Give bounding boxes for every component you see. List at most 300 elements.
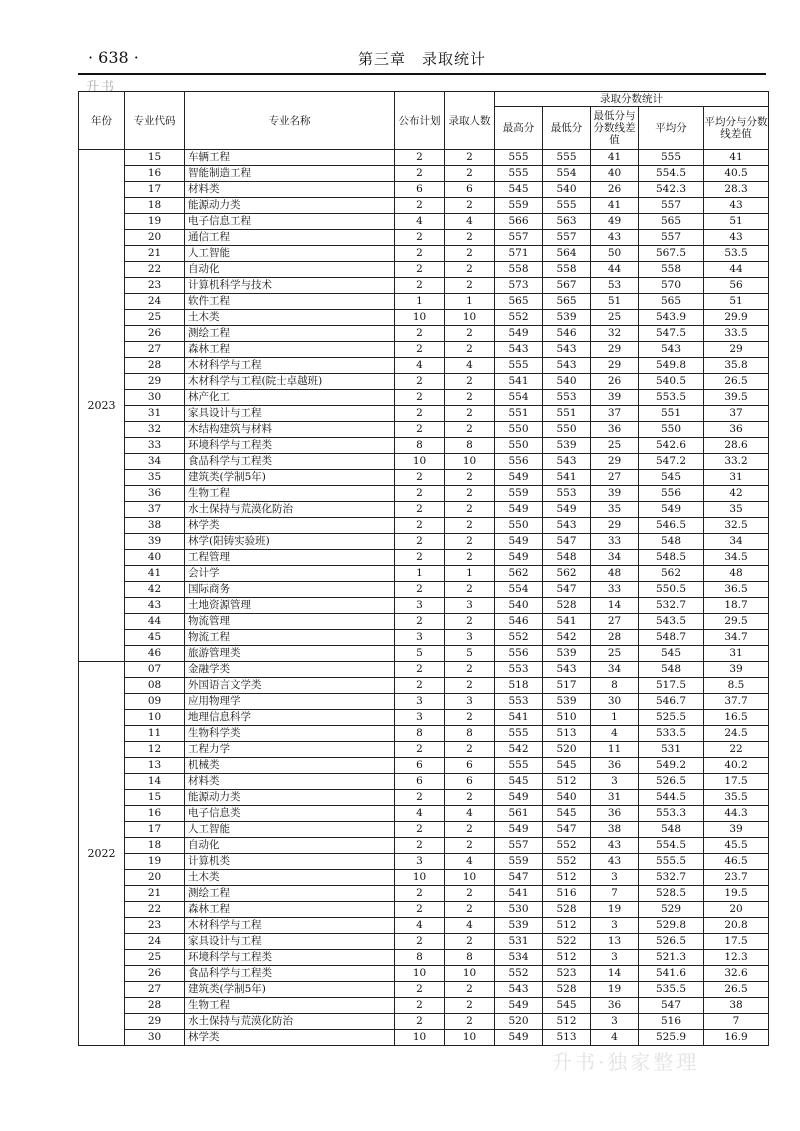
min-cell: 543: [543, 454, 591, 470]
plan-cell: 4: [395, 214, 445, 230]
max-cell: 571: [495, 246, 543, 262]
min-diff-cell: 3: [591, 870, 639, 886]
max-cell: 555: [495, 726, 543, 742]
min-cell: 520: [543, 742, 591, 758]
code-cell: 17: [125, 822, 185, 838]
plan-cell: 2: [395, 374, 445, 390]
avg-diff-cell: 44.3: [704, 806, 769, 822]
max-cell: 543: [495, 982, 543, 998]
min-cell: 510: [543, 710, 591, 726]
avg-diff-cell: 26.5: [704, 374, 769, 390]
min-cell: 562: [543, 566, 591, 582]
name-cell: 材料类: [185, 774, 395, 790]
table-row: [79, 406, 769, 422]
code-cell: 31: [125, 406, 185, 422]
admitted-cell: 2: [445, 838, 495, 854]
min-diff-cell: 4: [591, 726, 639, 742]
min-diff-cell: 40: [591, 166, 639, 182]
table-row: [79, 806, 769, 822]
name-cell: 旅游管理类: [185, 646, 395, 662]
name-cell: 建筑类(学制5年): [185, 982, 395, 998]
min-diff-cell: 25: [591, 310, 639, 326]
plan-cell: 2: [395, 790, 445, 806]
min-diff-cell: 3: [591, 950, 639, 966]
avg-cell: 562: [639, 566, 704, 582]
code-cell: 26: [125, 326, 185, 342]
min-cell: 552: [543, 838, 591, 854]
plan-cell: 2: [395, 998, 445, 1014]
plan-cell: 10: [395, 870, 445, 886]
avg-cell: 546.5: [639, 518, 704, 534]
code-cell: 27: [125, 342, 185, 358]
code-cell: 26: [125, 966, 185, 982]
min-diff-cell: 43: [591, 854, 639, 870]
min-diff-cell: 49: [591, 214, 639, 230]
table-row: [79, 374, 769, 390]
min-diff-cell: 32: [591, 326, 639, 342]
table-row: [79, 230, 769, 246]
admitted-cell: 4: [445, 214, 495, 230]
name-cell: 物流工程: [185, 630, 395, 646]
avg-cell: 526.5: [639, 774, 704, 790]
max-cell: 549: [495, 502, 543, 518]
table-row: [79, 982, 769, 998]
code-cell: 12: [125, 742, 185, 758]
admitted-cell: 4: [445, 918, 495, 934]
plan-cell: 2: [395, 278, 445, 294]
admitted-cell: 2: [445, 150, 495, 166]
plan-cell: 5: [395, 646, 445, 662]
min-diff-cell: 25: [591, 438, 639, 454]
avg-diff-cell: 53.5: [704, 246, 769, 262]
code-cell: 25: [125, 950, 185, 966]
max-cell: 555: [495, 358, 543, 374]
min-diff-cell: 33: [591, 582, 639, 598]
avg-diff-cell: 41: [704, 150, 769, 166]
avg-diff-cell: 17.5: [704, 934, 769, 950]
code-cell: 07: [125, 662, 185, 678]
admitted-cell: 10: [445, 1030, 495, 1046]
plan-cell: 2: [395, 742, 445, 758]
code-cell: 39: [125, 534, 185, 550]
avg-diff-cell: 36: [704, 422, 769, 438]
avg-cell: 547.2: [639, 454, 704, 470]
max-cell: 520: [495, 1014, 543, 1030]
admitted-cell: 2: [445, 278, 495, 294]
plan-cell: 2: [395, 614, 445, 630]
min-cell: 512: [543, 950, 591, 966]
min-diff-cell: 13: [591, 934, 639, 950]
min-diff-cell: 29: [591, 342, 639, 358]
min-cell: 567: [543, 278, 591, 294]
avg-diff-cell: 40.5: [704, 166, 769, 182]
name-cell: 通信工程: [185, 230, 395, 246]
plan-cell: 1: [395, 294, 445, 310]
max-cell: 552: [495, 966, 543, 982]
table-row: [79, 934, 769, 950]
min-diff-cell: 14: [591, 598, 639, 614]
table-row: [79, 742, 769, 758]
plan-cell: 2: [395, 390, 445, 406]
table-row: [79, 294, 769, 310]
max-cell: 565: [495, 294, 543, 310]
min-cell: 555: [543, 150, 591, 166]
code-cell: 28: [125, 998, 185, 1014]
avg-diff-cell: 35.5: [704, 790, 769, 806]
min-cell: 513: [543, 726, 591, 742]
table-row: [79, 198, 769, 214]
avg-diff-cell: 8.5: [704, 678, 769, 694]
code-cell: 35: [125, 470, 185, 486]
avg-cell: 547: [639, 998, 704, 1014]
min-cell: 563: [543, 214, 591, 230]
min-cell: 543: [543, 342, 591, 358]
max-cell: 554: [495, 390, 543, 406]
plan-cell: 2: [395, 982, 445, 998]
min-cell: 512: [543, 774, 591, 790]
name-cell: 智能制造工程: [185, 166, 395, 182]
code-cell: 15: [125, 150, 185, 166]
admitted-cell: 4: [445, 806, 495, 822]
admitted-cell: 8: [445, 950, 495, 966]
name-cell: 生物工程: [185, 486, 395, 502]
avg-diff-cell: 45.5: [704, 838, 769, 854]
plan-cell: 2: [395, 198, 445, 214]
avg-diff-cell: 38: [704, 998, 769, 1014]
admitted-cell: 2: [445, 742, 495, 758]
code-cell: 16: [125, 166, 185, 182]
min-diff-cell: 53: [591, 278, 639, 294]
min-diff-cell: 28: [591, 630, 639, 646]
name-cell: 环境科学与工程类: [185, 438, 395, 454]
min-diff-cell: 3: [591, 918, 639, 934]
min-cell: 539: [543, 646, 591, 662]
avg-diff-cell: 23.7: [704, 870, 769, 886]
table-row: [79, 566, 769, 582]
code-cell: 27: [125, 982, 185, 998]
max-cell: 559: [495, 854, 543, 870]
admitted-cell: 2: [445, 710, 495, 726]
max-cell: 543: [495, 342, 543, 358]
avg-diff-cell: 36.5: [704, 582, 769, 598]
min-diff-cell: 26: [591, 374, 639, 390]
plan-cell: 2: [395, 470, 445, 486]
avg-diff-cell: 29.9: [704, 310, 769, 326]
table-row: [79, 502, 769, 518]
avg-cell: 548.7: [639, 630, 704, 646]
plan-cell: 8: [395, 726, 445, 742]
plan-cell: 8: [395, 438, 445, 454]
code-cell: 30: [125, 1030, 185, 1046]
plan-cell: 3: [395, 630, 445, 646]
avg-cell: 570: [639, 278, 704, 294]
avg-cell: 550: [639, 422, 704, 438]
code-cell: 08: [125, 678, 185, 694]
name-cell: 家具设计与工程: [185, 406, 395, 422]
min-diff-cell: 34: [591, 662, 639, 678]
admitted-cell: 2: [445, 998, 495, 1014]
max-cell: 550: [495, 422, 543, 438]
avg-cell: 531: [639, 742, 704, 758]
avg-cell: 550.5: [639, 582, 704, 598]
table-row: [79, 902, 769, 918]
code-cell: 29: [125, 1014, 185, 1030]
table-row: [79, 214, 769, 230]
page-number: · 638 ·: [88, 48, 139, 67]
header-plan: 公布计划: [395, 92, 445, 150]
min-cell: 512: [543, 870, 591, 886]
min-cell: 547: [543, 534, 591, 550]
code-cell: 18: [125, 198, 185, 214]
table-row: [79, 774, 769, 790]
code-cell: 23: [125, 278, 185, 294]
min-cell: 541: [543, 470, 591, 486]
min-diff-cell: 38: [591, 822, 639, 838]
admitted-cell: 3: [445, 630, 495, 646]
max-cell: 549: [495, 1030, 543, 1046]
plan-cell: 2: [395, 1014, 445, 1030]
max-cell: 549: [495, 998, 543, 1014]
admitted-cell: 2: [445, 230, 495, 246]
name-cell: 外国语言文学类: [185, 678, 395, 694]
name-cell: 土木类: [185, 870, 395, 886]
plan-cell: 2: [395, 262, 445, 278]
plan-cell: 2: [395, 902, 445, 918]
name-cell: 测绘工程: [185, 326, 395, 342]
max-cell: 559: [495, 486, 543, 502]
code-cell: 19: [125, 214, 185, 230]
min-diff-cell: 34: [591, 550, 639, 566]
max-cell: 545: [495, 774, 543, 790]
name-cell: 国际商务: [185, 582, 395, 598]
plan-cell: 6: [395, 182, 445, 198]
name-cell: 森林工程: [185, 902, 395, 918]
max-cell: 555: [495, 166, 543, 182]
max-cell: 530: [495, 902, 543, 918]
name-cell: 家具设计与工程: [185, 934, 395, 950]
min-cell: 528: [543, 982, 591, 998]
avg-diff-cell: 48: [704, 566, 769, 582]
max-cell: 549: [495, 790, 543, 806]
name-cell: 人工智能: [185, 822, 395, 838]
table-row: [79, 470, 769, 486]
table-row: [79, 1030, 769, 1046]
name-cell: 环境科学与工程类: [185, 950, 395, 966]
avg-cell: 554.5: [639, 166, 704, 182]
header-avg: 平均分: [639, 107, 704, 150]
name-cell: 生物科学类: [185, 726, 395, 742]
min-cell: 542: [543, 630, 591, 646]
avg-cell: 558: [639, 262, 704, 278]
code-cell: 15: [125, 790, 185, 806]
min-cell: 545: [543, 758, 591, 774]
avg-cell: 549: [639, 502, 704, 518]
avg-cell: 528.5: [639, 886, 704, 902]
table-row: [79, 790, 769, 806]
avg-diff-cell: 37: [704, 406, 769, 422]
min-diff-cell: 4: [591, 1030, 639, 1046]
avg-cell: 549.8: [639, 358, 704, 374]
name-cell: 应用物理学: [185, 694, 395, 710]
admission-statistics-table: [78, 91, 769, 1046]
avg-diff-cell: 20: [704, 902, 769, 918]
plan-cell: 2: [395, 534, 445, 550]
admitted-cell: 4: [445, 358, 495, 374]
plan-cell: 6: [395, 774, 445, 790]
header-admitted: 录取人数: [445, 92, 495, 150]
name-cell: 木材科学与工程(院士卓越班): [185, 374, 395, 390]
name-cell: 电子信息类: [185, 806, 395, 822]
max-cell: 553: [495, 694, 543, 710]
name-cell: 会计学: [185, 566, 395, 582]
min-diff-cell: 8: [591, 678, 639, 694]
year-cell: 2022: [79, 662, 125, 1046]
code-cell: 21: [125, 886, 185, 902]
table-row: [79, 870, 769, 886]
min-cell: 523: [543, 966, 591, 982]
code-cell: 11: [125, 726, 185, 742]
avg-diff-cell: 42: [704, 486, 769, 502]
table-row: [79, 1014, 769, 1030]
min-cell: 555: [543, 198, 591, 214]
admitted-cell: 2: [445, 982, 495, 998]
plan-cell: 3: [395, 854, 445, 870]
avg-cell: 547.5: [639, 326, 704, 342]
admitted-cell: 2: [445, 166, 495, 182]
plan-cell: 2: [395, 502, 445, 518]
admitted-cell: 2: [445, 406, 495, 422]
min-diff-cell: 36: [591, 998, 639, 1014]
code-cell: 25: [125, 310, 185, 326]
code-cell: 46: [125, 646, 185, 662]
min-diff-cell: 50: [591, 246, 639, 262]
name-cell: 电子信息工程: [185, 214, 395, 230]
name-cell: 木材科学与工程: [185, 358, 395, 374]
avg-diff-cell: 34.7: [704, 630, 769, 646]
avg-cell: 529: [639, 902, 704, 918]
max-cell: 545: [495, 182, 543, 198]
avg-cell: 548.5: [639, 550, 704, 566]
avg-cell: 548: [639, 822, 704, 838]
code-cell: 17: [125, 182, 185, 198]
avg-cell: 532.7: [639, 598, 704, 614]
admitted-cell: 10: [445, 310, 495, 326]
max-cell: 555: [495, 150, 543, 166]
avg-diff-cell: 29.5: [704, 614, 769, 630]
table-row: [79, 342, 769, 358]
admitted-cell: 6: [445, 774, 495, 790]
avg-diff-cell: 56: [704, 278, 769, 294]
admitted-cell: 8: [445, 726, 495, 742]
min-cell: 565: [543, 294, 591, 310]
name-cell: 计算机类: [185, 854, 395, 870]
admitted-cell: 6: [445, 758, 495, 774]
code-cell: 42: [125, 582, 185, 598]
avg-diff-cell: 19.5: [704, 886, 769, 902]
code-cell: 09: [125, 694, 185, 710]
avg-cell: 549.2: [639, 758, 704, 774]
min-cell: 528: [543, 598, 591, 614]
min-cell: 547: [543, 822, 591, 838]
admitted-cell: 2: [445, 534, 495, 550]
header-max: 最高分: [495, 107, 543, 150]
min-cell: 543: [543, 518, 591, 534]
plan-cell: 2: [395, 246, 445, 262]
plan-cell: 8: [395, 950, 445, 966]
min-cell: 539: [543, 694, 591, 710]
max-cell: 541: [495, 886, 543, 902]
plan-cell: 4: [395, 358, 445, 374]
min-diff-cell: 33: [591, 534, 639, 550]
max-cell: 561: [495, 806, 543, 822]
admitted-cell: 10: [445, 870, 495, 886]
table-row: [79, 182, 769, 198]
table-row: [79, 246, 769, 262]
admitted-cell: 2: [445, 582, 495, 598]
min-diff-cell: 41: [591, 198, 639, 214]
max-cell: 556: [495, 646, 543, 662]
chapter-title: 第三章 录取统计: [357, 50, 486, 68]
avg-diff-cell: 34: [704, 534, 769, 550]
footer-watermark: 升书·独家整理: [552, 1050, 700, 1074]
avg-cell: 553.3: [639, 806, 704, 822]
avg-diff-cell: 35.8: [704, 358, 769, 374]
min-cell: 564: [543, 246, 591, 262]
admitted-cell: 2: [445, 422, 495, 438]
avg-cell: 548: [639, 662, 704, 678]
admitted-cell: 2: [445, 902, 495, 918]
avg-cell: 533.5: [639, 726, 704, 742]
code-cell: 44: [125, 614, 185, 630]
min-diff-cell: 36: [591, 422, 639, 438]
min-diff-cell: 41: [591, 150, 639, 166]
min-diff-cell: 35: [591, 502, 639, 518]
plan-cell: 2: [395, 166, 445, 182]
avg-cell: 541.6: [639, 966, 704, 982]
name-cell: 机械类: [185, 758, 395, 774]
min-cell: 540: [543, 790, 591, 806]
avg-diff-cell: 39.5: [704, 390, 769, 406]
admitted-cell: 8: [445, 438, 495, 454]
plan-cell: 2: [395, 342, 445, 358]
max-cell: 540: [495, 598, 543, 614]
avg-diff-cell: 34.5: [704, 550, 769, 566]
min-diff-cell: 27: [591, 614, 639, 630]
name-cell: 木材科学与工程: [185, 918, 395, 934]
table-header: [79, 92, 769, 150]
admitted-cell: 3: [445, 694, 495, 710]
avg-diff-cell: 33.5: [704, 326, 769, 342]
max-cell: 549: [495, 822, 543, 838]
table-row: [79, 262, 769, 278]
avg-diff-cell: 39: [704, 822, 769, 838]
admitted-cell: 2: [445, 342, 495, 358]
table-row: [79, 454, 769, 470]
min-diff-cell: 48: [591, 566, 639, 582]
table-row: [79, 998, 769, 1014]
avg-cell: 529.8: [639, 918, 704, 934]
code-cell: 40: [125, 550, 185, 566]
code-cell: 10: [125, 710, 185, 726]
max-cell: 562: [495, 566, 543, 582]
avg-diff-cell: 32.6: [704, 966, 769, 982]
min-cell: 553: [543, 390, 591, 406]
name-cell: 水土保持与荒漠化防治: [185, 1014, 395, 1030]
admitted-cell: 2: [445, 374, 495, 390]
min-diff-cell: 30: [591, 694, 639, 710]
code-cell: 34: [125, 454, 185, 470]
header-name: 专业名称: [185, 92, 395, 150]
